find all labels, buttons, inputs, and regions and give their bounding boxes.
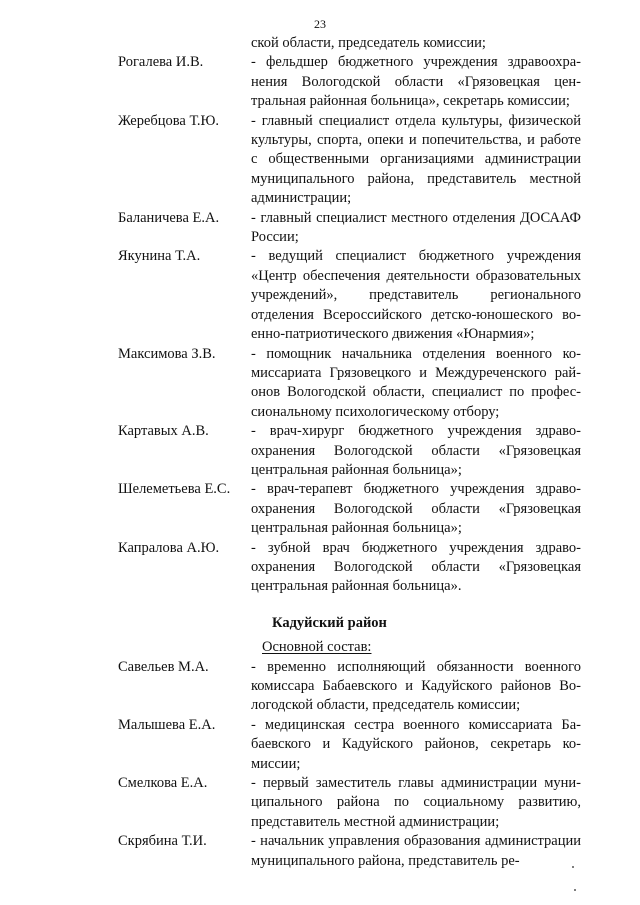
continuation-line: ской области, председатель комиссии; <box>251 35 486 51</box>
section-title: Кадуйский район <box>272 614 387 631</box>
member-role: - главный специалист отдела культуры, физической культуры, спорта, опеки и попечительства, и работе с общественными организациями администрации муниципального района, представитель местной администрации; <box>251 112 581 207</box>
member-entry <box>0 539 640 597</box>
member-entry <box>0 422 640 480</box>
member-entry <box>0 774 640 832</box>
member-role: - помощник начальника отделения военного комиссариата Грязовецкого и Междуреченского районов Вологодской области, специалист по профессиональному психологическому отбору; <box>251 345 581 420</box>
member-name: Смелкова Е.А. <box>118 775 208 792</box>
scan-speck <box>572 866 574 868</box>
member-name: Капралова А.Ю. <box>118 539 220 556</box>
member-entry <box>0 658 640 716</box>
member-entry <box>0 53 640 111</box>
member-name: Баланичева Е.А. <box>118 209 220 226</box>
subsection-title: Основной состав: <box>262 639 372 656</box>
member-entry <box>0 480 640 538</box>
member-entry <box>0 112 640 209</box>
member-entry <box>0 247 640 344</box>
member-role: - временно исполняющий обязанности военного комиссара Бабаевского и Кадуйского районов Вологодской области, председатель комиссии; <box>251 658 581 714</box>
scan-speck <box>574 889 576 891</box>
commission-members-list-2 <box>0 658 640 871</box>
member-role: - врач-терапевт бюджетного учреждения здравоохранения Вологодской области «Грязовецкая центральная районная больница»; <box>251 481 581 537</box>
member-name: Скрябина Т.И. <box>118 833 207 850</box>
member-name: Максимова З.В. <box>118 345 216 362</box>
member-name: Савельев М.А. <box>118 658 209 675</box>
member-role: - врач-хирург бюджетного учреждения здравоохранения Вологодской области «Грязовецкая центральная районная больница»; <box>251 423 581 478</box>
page-number: 23 <box>314 17 326 31</box>
member-role: - медицинская сестра военного комиссариата Бабаевского и Кадуйского районов, секретарь комиссии; <box>251 716 581 772</box>
member-name: Якунина Т.А. <box>118 248 201 265</box>
member-entry <box>0 832 640 871</box>
member-name: Картавых А.В. <box>118 423 209 440</box>
member-role: - первый заместитель главы администрации муниципального района по социальному развитию, представитель местной администрации; <box>251 775 581 830</box>
member-name: Жеребцова Т.Ю. <box>118 112 220 129</box>
member-role: - главный специалист местного отделения ДОСААФ России; <box>251 209 581 246</box>
commission-members-list-1 <box>0 53 640 596</box>
member-name: Малышева Е.А. <box>118 716 216 733</box>
member-role: - фельдшер бюджетного учреждения здравоохранения Вологодской области «Грязовецкая центральная районная больница», секретарь комиссии; <box>251 54 581 110</box>
member-name: Рогалева И.В. <box>118 54 204 71</box>
member-role: - зубной врач бюджетного учреждения здравоохранения Вологодской области «Грязовецкая центральная районная больница». <box>251 539 581 595</box>
member-entry <box>0 209 640 248</box>
document-body <box>0 34 640 871</box>
member-entry <box>0 716 640 774</box>
member-role: - ведущий специалист бюджетного учреждения «Центр обеспечения деятельности образовательных учреждений», представитель регионального отделения Всероссийского детско-юношеского военно-патриотического движения «Юнармия»; <box>251 248 581 343</box>
member-role: - начальник управления образования администрации муниципального района, представитель ре- <box>251 833 581 869</box>
member-name: Шелеметьева Е.С. <box>118 481 231 498</box>
member-entry <box>0 345 640 423</box>
